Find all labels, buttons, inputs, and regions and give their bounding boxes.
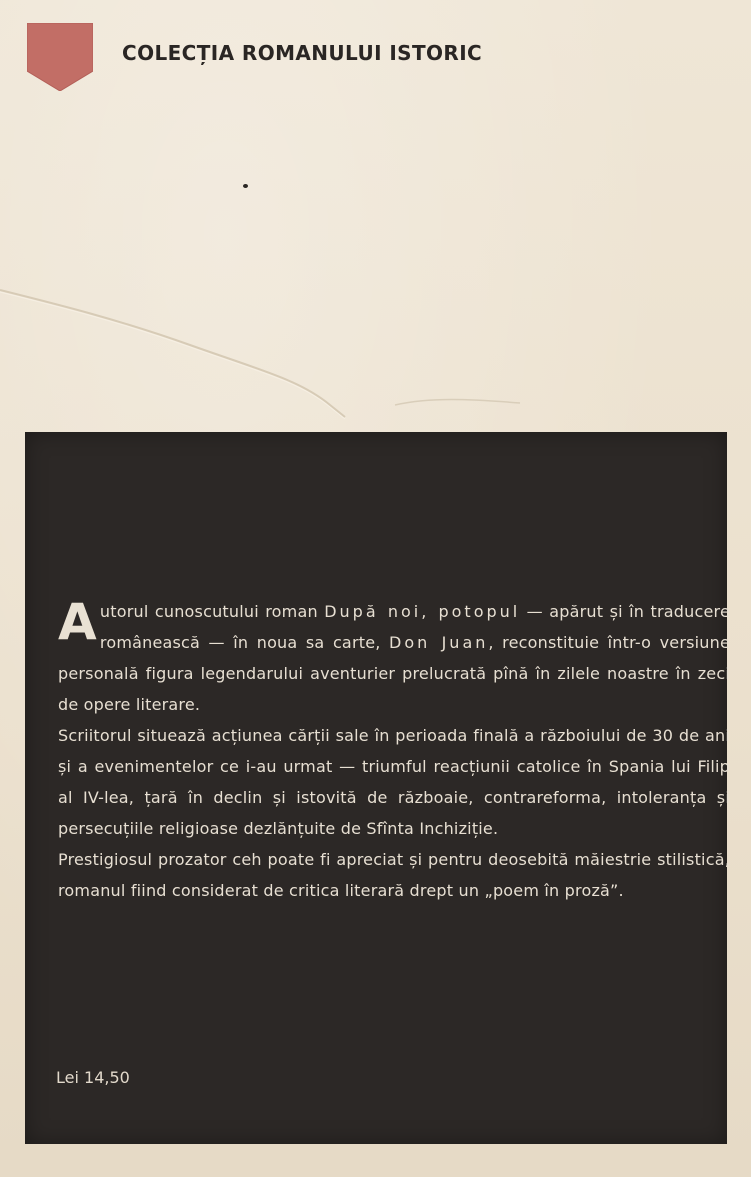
blurb-paragraph-3: Prestigiosul prozator ceh poate fi apreciat și pentru deosebită măiestrie stilistică, romanul fiind considerat de critica literară drept un „poem în proză”.	[58, 850, 730, 900]
book-title-previous: După noi, potopul	[324, 602, 521, 621]
paper-crease	[0, 285, 751, 435]
drop-cap: A	[58, 593, 97, 651]
blurb-p1-text-b: — apărut și în traducere românească — în noua sa carte,	[99, 602, 730, 652]
book-title-current: Don Juan	[389, 633, 489, 652]
blurb-text	[58, 593, 731, 906]
series-title: COLECȚIA ROMANULUI ISTORIC	[122, 41, 483, 65]
ink-speck	[243, 184, 248, 188]
blurb-p1-text-a: utorul cunoscutului roman	[99, 602, 325, 621]
blurb-p1-text-c: , reconstituie într-o versiune personală figura legendarului aventurier prelucrată pînă în zilele noastre în zeci de opere literare.	[58, 633, 731, 714]
blurb-panel	[25, 432, 731, 1144]
price-label: Lei 14,50	[56, 1068, 130, 1087]
blurb-paragraph-2: Scriitorul situează acțiunea cărții sale în perioada finală a războiului de 30 de ani și a evenimentelor ce i-au urmat — triumful reacțiunii catolice în Spania lui Filip al IV-lea, țară în declin și istovită de războaie, contrareforma, intoleranța și persecuțiile religioase dezlănțuite de Sfînta Inchiziție.	[58, 726, 730, 838]
shield-emblem-icon	[27, 23, 93, 91]
blurb-paragraph-1	[58, 593, 731, 720]
